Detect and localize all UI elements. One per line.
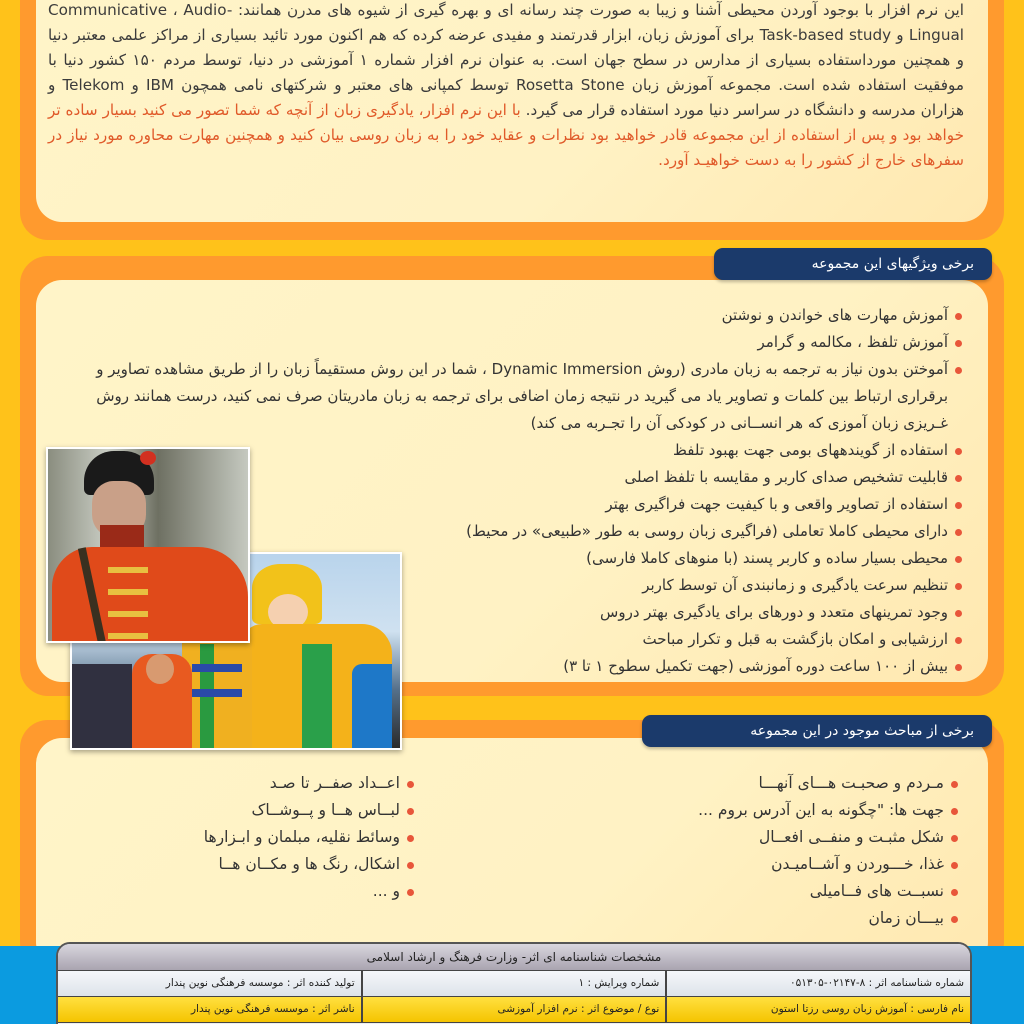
topic-item: اشکال، رنگ ها و مکــان هــا — [154, 851, 414, 878]
feature-item: آموزش مهارت های خواندن و نوشتن — [57, 302, 962, 329]
intro-line: کرده که هم اکنون مورد تائید بسیاری از مراکز علمی معتبر دنیا و همچنین مورداستفاده بسیاری از مدارس در سطح — [48, 26, 965, 69]
feature-item: استفاده از تصاویر واقعی و با کیفیت جهت فراگیری بهتر — [57, 491, 962, 518]
id-card-table — [56, 942, 972, 1024]
topic-item: جهت ها: "چگونه به این آدرس بروم ... — [668, 797, 958, 824]
feature-item: استفاده از گویندههای بومی جهت بهبود تلفظ — [57, 437, 962, 464]
id-card-title: مشخصات شناسنامه ای اثر- وزارت فرهنگ و ارشاد اسلامی — [58, 944, 970, 970]
id-card-cell: شماره ویرایش : ۱ — [361, 971, 666, 996]
features-header: برخی ویژگیهای این مجموعه — [714, 248, 992, 280]
id-card-cell: شماره شناسنامه اثر : ۸-۰۲۱۴۷-۰۵۱۳۰۵ — [665, 971, 970, 996]
topics-header: برخی از مباحث موجود در این مجموعه — [642, 715, 992, 747]
id-card-cell: تولید کننده اثر : موسسه فرهنگی نوین پندار — [165, 977, 355, 989]
feature-item: آموختن بدون نیاز به ترجمه به زبان مادری (روش Dynamic Immersion ، شما در این روش مستقیماً زبان را از طریق مشاهده تصاویر و برقراری ارتباط بین کلمات و تصاویر یاد می گیرید در نتیجه زمان اضافی برای ترجمه به زبان مادریتان صرف نمی کنید، درست همانند روش غـریزی زبان آموزی که هر انســانی در کودکی آن را تجـربه می کند) — [57, 356, 962, 437]
intro-line: مجموعه آموزش زبان Rosetta Stone توسط کمپانی های معتبر و شرکتهای نامی همچون IBM و Telekom و هزاران — [48, 76, 964, 119]
topic-item: لبــاس هــا و پــوشــاک — [154, 797, 414, 824]
topic-item: شکل مثبـت و منفــی افعــال — [668, 824, 958, 851]
topic-item: غذا، خـــوردن و آشــامیـدن — [668, 851, 958, 878]
feature-item: بیش از ۱۰۰ ساعت دوره آموزشی (جهت تکمیل سطوح ۱ تا ۳) — [57, 653, 962, 680]
feature-item: آموزش تلفظ ، مکالمه و گرامر — [57, 329, 962, 356]
feature-item: محیطی بسیار ساده و کاربر پسند (با منوهای کاملا فارسی) — [57, 545, 962, 572]
id-card-row — [58, 970, 970, 996]
feature-item: قابلیت تشخیص صدای کاربر و مقایسه با تلفظ اصلی — [57, 464, 962, 491]
intro-text — [48, 0, 964, 173]
intro-highlight: با این نرم افزار، یادگیری زبان از آنچه که شما تصور می کنید بسیار ساده تر خواهد بود و پس از استفاده از این مجموعه قادر خواهید بود نظرات و عقاید خود را به زبان روسی بیان کنید و همچنین مهارت محاوره مورد نیاز در سفرهای خارج از کشور را به دست خواهیـد آورد. — [48, 101, 964, 169]
cossack-man-photo — [46, 447, 250, 643]
feature-item: وجود تمرینهای متعدد و دورهای برای یادگیری بهتر دروس — [57, 599, 962, 626]
id-card-cell: ناشر اثر : موسسه فرهنگی نوین پندار — [190, 1003, 355, 1015]
topics-list-right — [668, 770, 958, 932]
topic-item: اعــداد صفــر تا صـد — [154, 770, 414, 797]
id-card-row — [58, 996, 970, 1022]
topic-item: و ... — [154, 878, 414, 905]
feature-item: تنظیم سرعت یادگیری و زمانبندی آن توسط کاربر — [57, 572, 962, 599]
topic-item: وسائط نقلیه، مبلمان و ابـزارها — [154, 824, 414, 851]
intro-line: این نرم افزار با بوجود آوردن محیطی آشنا و زیبا به صورت چند رسانه ای و بهره گیری از شیوه های مدرن همانند: — [232, 1, 965, 19]
id-card-cell: نوع / موضوع اثر : نرم افزار آموزشی — [361, 997, 666, 1022]
topic-item: نسبــت های فــامیلی — [668, 878, 958, 905]
topic-item: مـردم و صحبـت هـــای آنهـــا — [668, 770, 958, 797]
topics-list-left — [154, 770, 414, 905]
intro-line: مدرسه و دانشگاه در سراسر دنیا مورد استفاده قرار می گیرد. — [520, 101, 916, 119]
feature-item: ارزشیابی و امکان بازگشت به قبل و تکرار مباحث — [57, 626, 962, 653]
intro-line: Communicative ، Audio-Lingual و Task-based study برای آموزش زبان، ابزار قدرتمند و مفیدی عرضه — [48, 1, 964, 44]
intro-line: جهان است. به عنوان نرم افزار شماره ۱ آموزشی در دنیا، توسط مردم ۱۵۰ کشور دنیا با موفقیت استفاده شده است. — [48, 51, 964, 94]
topic-item: بیـــان زمان — [668, 905, 958, 932]
id-card-cell: نام فارسی : آموزش زبان روسی رزتا استون — [665, 997, 970, 1022]
feature-item: دارای محیطی کاملا تعاملی (فراگیری زبان روسی به طور «طبیعی» در محیط) — [57, 518, 962, 545]
